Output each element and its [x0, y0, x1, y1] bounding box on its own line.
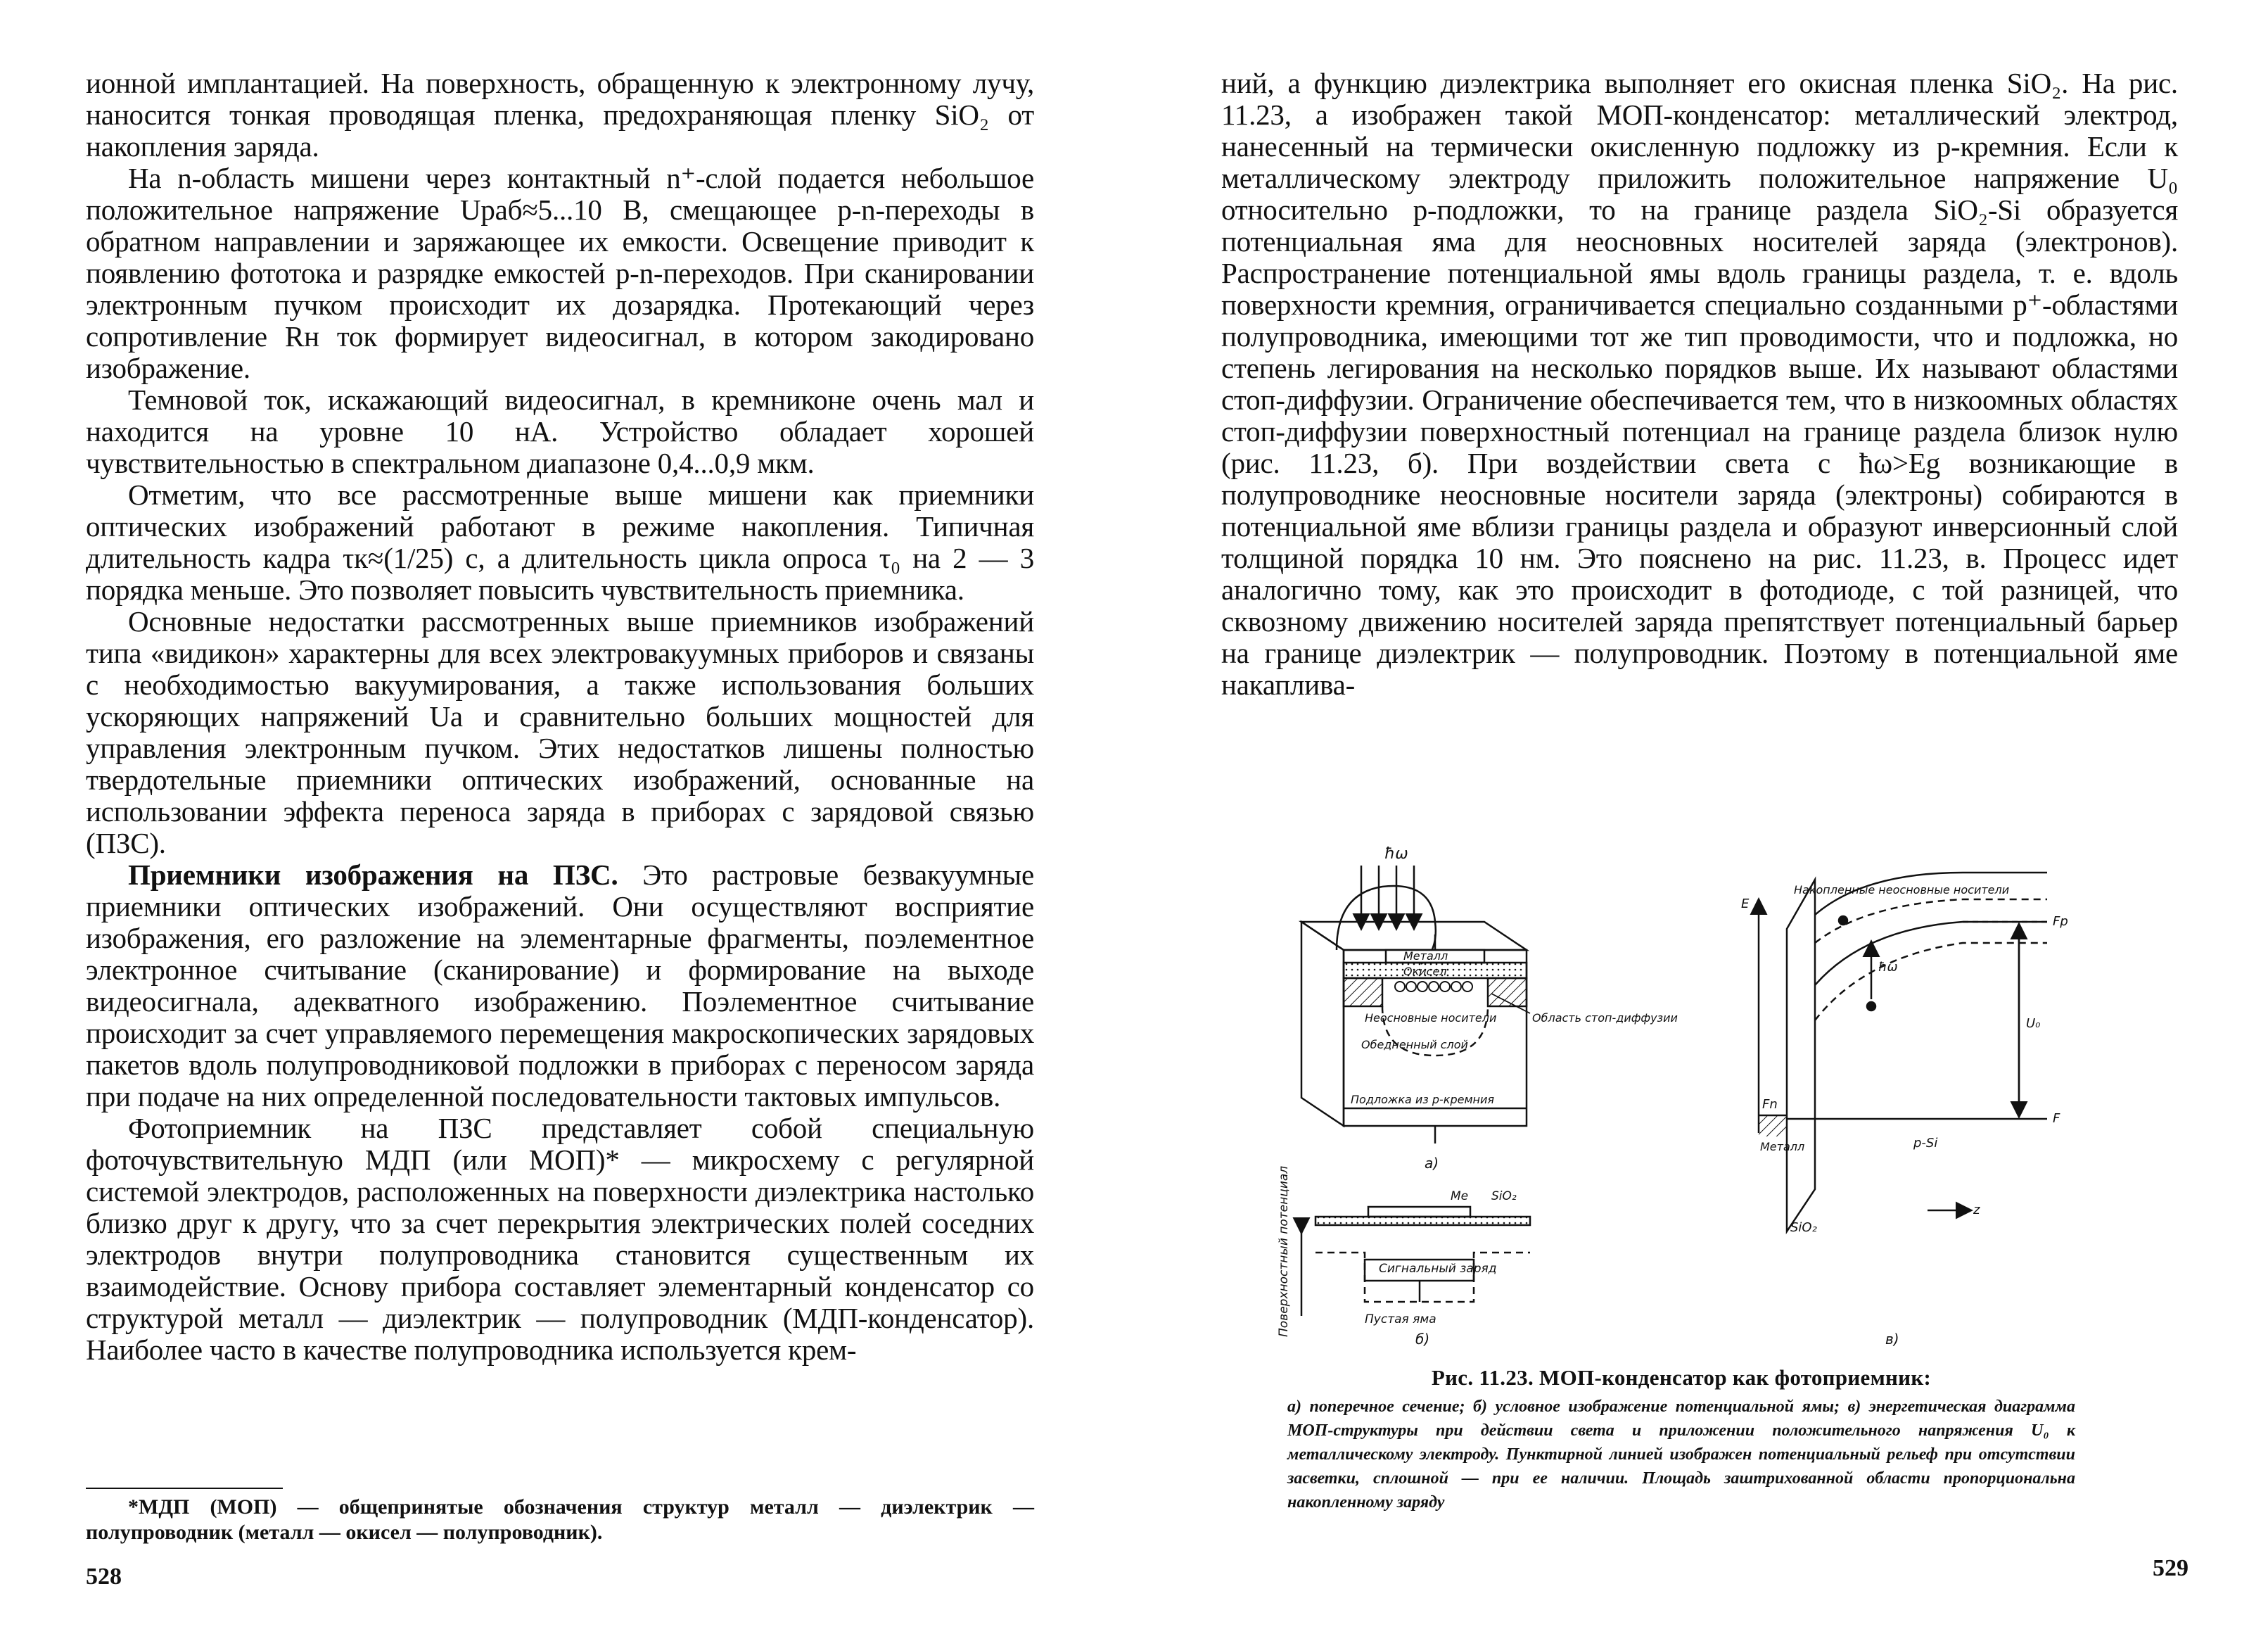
- fig-hw-small-label: ħω: [1878, 960, 1898, 975]
- fig-sio2-b-label: SiO₂: [1790, 1220, 1817, 1235]
- fig-label-c: в): [1885, 1331, 1899, 1348]
- paragraph: Основные недостатки рассмотренных выше приемников изображений типа «видикон» характерны для всех электровакуумных приборов и связаны с необходимостью вакуумирования, а также использования больших ускоряющих напряжений Uа и сравнительно больших мощностей для управления электронным пучком. Этих недостатков лишены полностью твердотельные приемники оптических изображений, основанные на использовании эффекта переноса заряда в приборах с зарядовой связью (ПЗС).: [86, 605, 1034, 859]
- fig-fp-label: Fp: [2053, 914, 2068, 929]
- fig-metal-b-label: Металл: [1760, 1140, 1805, 1153]
- right-page-text: [1221, 68, 2178, 701]
- footnote-rule: [86, 1488, 283, 1489]
- paragraph: Отметим, что все рассмотренные выше мишени как приемники оптических изображений работают в режиме накопления. Типичная длительность кадра τк≈(1/25) с, а длительность цикла опроса τ₀ на 2 — 3 порядка меньше. Это позволяет повысить чувствительность приемника.: [86, 479, 1034, 606]
- caption-body: а) поперечное сечение; б) условное изображение потенциальной ямы; в) энергетическая диаграмма МОП-структуры при действии света и приложении положительного напряжения U₀ к металлическому электроду. Пунктирной линией изображен потенциальный рельеф при отсутствии засветки, сплошной — при ее наличии. Площадь заштрихованной области пропорциональна накопленному заряду: [1287, 1398, 2075, 1512]
- page-number: 528: [86, 1564, 122, 1590]
- figure-11-23: [1259, 837, 2117, 1372]
- right-page: [1154, 0, 2268, 1641]
- footnote: *МДП (МОП) — общепринятые обозначения структур металл — диэлектрик — полупроводник (металл — окисел — полупроводник).: [86, 1495, 1034, 1544]
- figure-part-c: [1759, 873, 2047, 1231]
- fig-stop-diffusion-label: Область стоп-диффузии: [1532, 1011, 1678, 1025]
- fig-empty-well-label: Пустая яма: [1365, 1312, 1436, 1326]
- fig-accumulated-label: Накопленные неосновные носители: [1794, 883, 2010, 896]
- fig-hw-label: ħω: [1384, 845, 1408, 863]
- fig-me-label: Ме: [1451, 1189, 1469, 1203]
- paragraph: ионной имплантацией. На поверхность, обращенную к электронному лучу, наносится тонкая проводящая пленка, предохраняющая пленку SiO₂ от накопления заряда.: [86, 67, 1034, 163]
- paragraph: Темновой ток, искажающий видеосигнал, в кремниконе очень мал и находится на уровне 10 нА. Устройство обладает хорошей чувствительностью в спектральном диапазоне 0,4...0,9 мкм.: [86, 384, 1034, 479]
- caption-title: Рис. 11.23. МОП-конденсатор как фотоприемник:: [1431, 1365, 1932, 1390]
- fig-oxide-label: Окисел: [1403, 965, 1447, 978]
- fig-e-axis: E: [1741, 896, 1750, 911]
- fig-fn-label: Fn: [1762, 1097, 1778, 1112]
- fig-metal-label: Металл: [1403, 949, 1448, 963]
- paragraph: На n-область мишени через контактный n⁺-слой подается небольшое положительное напряжение Uраб≈5...10 В, смещающее p-n-переходы в обратном направлении и заряжающее их емкости. Освещение приводит к появлению фототока и разрядке емкостей p-n-переходов. При сканировании электронным пучком происходит их дозарядка. Протекающий через сопротивление Rн ток формирует видеосигнал, в котором закодировано изображение.: [86, 162, 1034, 384]
- left-page: [0, 0, 1097, 1641]
- figure-drawing: [1259, 837, 2117, 1372]
- fig-substrate-label: Подложка из p-кремния: [1351, 1093, 1495, 1106]
- fig-sio2-label: SiO₂: [1491, 1189, 1517, 1203]
- fig-depleted-label: Обедненный слой: [1361, 1038, 1468, 1051]
- figure-caption: [1287, 1365, 2075, 1514]
- page-number: 529: [2153, 1555, 2189, 1581]
- paragraph-with-heading: [86, 859, 1034, 1113]
- fig-z-axis: z: [1973, 1203, 1980, 1217]
- fig-u0-label: U₀: [2026, 1016, 2041, 1031]
- fig-signal-charge-label: Сигнальный заряд: [1379, 1262, 1497, 1276]
- left-page-text: [86, 68, 1034, 1366]
- paragraph: ний, а функцию диэлектрика выполняет его окисная пленка SiO₂. На рис. 11.23, а изображен такой МОП-конденсатор: металлический электрод, нанесенный на термически окисленную подложку из p-кремния. Если к металлическому электроду приложить положительное напряжение U₀ относительно p-подложки, то на границе раздела SiO₂-Si образуется потенциальная яма для неосновных носителей заряда (электронов). Распространение потенциальной ямы вдоль границы раздела, т. е. вдоль поверхности кремния, ограничивается специально созданными p⁺-областями полупроводника, имеющими тот же тип проводимости, что и подложка, но степень легирования на несколько порядков выше. Их называют областями стоп-диффузии. Ограничение обеспечивается тем, что в низкоомных областях стоп-диффузии поверхностный потенциал на границе раздела близок нулю (рис. 11.23, б). При воздействии света с ħω>Eg возникающие в полупроводнике неосновные носители заряда (электроны) собираются в потенциальной яме вблизи границы раздела и образуют инверсионный слой толщиной порядка 10 нм. Это пояснено на рис. 11.23, в. Процесс идет аналогично тому, как это происходит в фотодиоде, с той разницей, что сквозному движению носителей заряда препятствует потенциальный барьер на границе диэлектрик — полупроводник. Поэтому в потенциальной яме накаплива-: [1221, 67, 2178, 701]
- fig-label-b: б): [1415, 1331, 1430, 1348]
- fig-label-a: а): [1425, 1155, 1439, 1172]
- fig-surface-potential-label: Поверхностный потенциал: [1277, 1165, 1291, 1337]
- paragraph-text: Это растровые безвакуумные приемники оптических изображений. Они осуществляют восприятие изображения, его разложение на элементарные фрагменты, поэлементное электронное считывание (сканирование) и формирование на выходе видеосигнала, адекватного изображению. Поэлементное считывание происходит за счет управляемого перемещения макроскопических зарядовых пакетов вдоль полупроводниковой подложки в приборах с переносом заряда при подаче на них определенной последовательности тактовых импульсов.: [86, 858, 1034, 1113]
- fig-psi-label: p-Si: [1913, 1136, 1938, 1151]
- section-heading: Приемники изображения на ПЗС.: [128, 858, 618, 891]
- fig-minority-label: Неосновные носители: [1365, 1011, 1497, 1025]
- fig-f-label: F: [2053, 1111, 2060, 1126]
- paragraph: Фотоприемник на ПЗС представляет собой специальную фоточувствительную МДП (или МОП)* — микросхему с регулярной системой электродов, расположенных на поверхности диэлектрика настолько близко друг к другу, что за счет перекрытия электрических полей соседних электродов внутри полупроводника становится существенным их взаимодействие. Основу прибора составляет элементарный конденсатор со структурой металл — диэлектрик — полупроводник (МДП-конденсатор). Наиболее часто в качестве полупроводника используется крем-: [86, 1112, 1034, 1366]
